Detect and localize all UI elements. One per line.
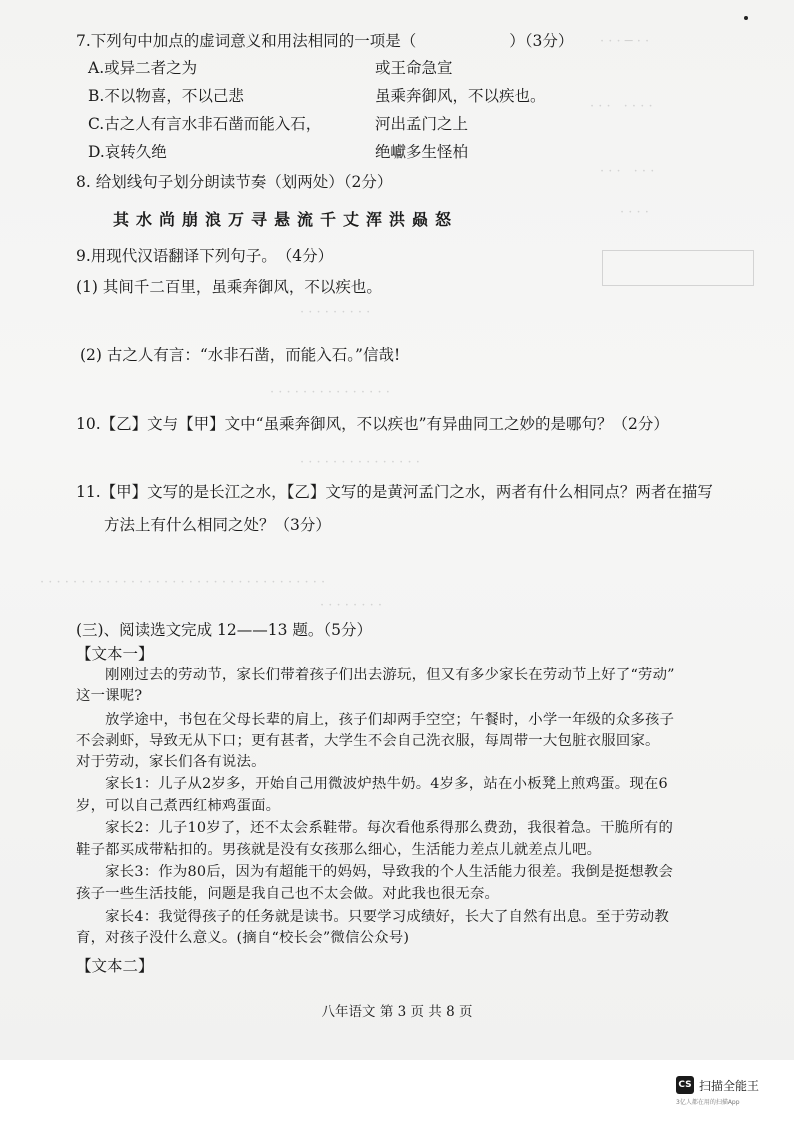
text1-line: 对于劳动，家长们各有说法。	[76, 754, 266, 770]
q7-option-b-left: B.不以物喜，不以己悲	[88, 87, 244, 105]
camscanner-tagline: 3亿人都在用的扫描App	[676, 1099, 740, 1106]
scan-speck	[744, 16, 748, 20]
text1-label: 【文本一】	[76, 645, 154, 663]
text1-line: 育，对孩子没什么意义。(摘自“校长会”微信公众号)	[76, 930, 410, 946]
bleed-through-score-box	[602, 250, 754, 286]
text1-line: 孩子一些生活技能，问题是我自己也不太会做。对此我也很无奈。	[76, 886, 500, 902]
bleed-through-text: · · · ·	[620, 205, 649, 220]
bleed-through-text: · · · · · · ·	[590, 99, 653, 114]
text1-line: 家长4：我觉得孩子的任务就是读书。只要学习成绩好，长大了自然有出息。至于劳动教	[76, 909, 669, 925]
section3-title: (三)、阅读选文完成 12——13 题。（5分）	[76, 621, 373, 639]
text1-line: 家长2：儿子10岁了，还不太会系鞋带。每次看他系得那么费劲，我很着急。干脆所有的	[76, 820, 674, 836]
q7-option-d-left: D.哀转久绝	[88, 143, 167, 161]
text1-line: 家长1：儿子从2岁多，开始自己用微波炉热牛奶。4岁多，站在小板凳上煎鸡蛋。现在6	[76, 776, 668, 792]
q7-stem: 7.下列句中加点的虚词意义和用法相同的一项是（ ）（3分）	[76, 32, 574, 50]
text1-line: 鞋子都买成带粘扣的。男孩就是没有女孩那么细心，生活能力差点儿就差点儿吧。	[76, 842, 602, 858]
bleed-through-text: · · · · · · · · · · · · · · ·	[300, 455, 420, 470]
q9-item-1: (1) 其间千二百里，虽乘奔御风，不以疾也。	[76, 278, 382, 296]
q7-option-c-left: C.古之人有言水非石凿而能入石，	[88, 115, 322, 133]
text1-line: 家长3：作为80后，因为有超能干的妈妈，导致我的个人生活能力很差。我倒是挺想教会	[76, 864, 674, 880]
q8-stem: 8. 给划线句子划分朗读节奏（划两处）（2分）	[76, 173, 393, 191]
q7-option-d-right: 绝巘多生怪柏	[375, 143, 469, 161]
bleed-through-text: · · · · · · · · ·	[300, 305, 371, 320]
bleed-through-text: · · · · · · · ·	[320, 598, 382, 613]
q7-option-c-right: 河出孟门之上	[375, 115, 469, 133]
q7-option-a-left: A.或异二者之为	[88, 59, 198, 77]
camscanner-icon: CS	[676, 1076, 694, 1094]
bleed-through-text: · · · ─ · ·	[600, 34, 650, 49]
bleed-through-text: · · · · · · · · · · · · · · · · · · · · · · · · · · · · · · · · · · ·	[40, 575, 326, 590]
text1-line: 刚刚过去的劳动节，家长们带着孩子们出去游玩，但又有多少家长在劳动节上好了“劳动”	[76, 667, 675, 683]
q7-option-a-right: 或王命急宣	[375, 59, 453, 77]
bleed-through-text: · · · · · ·	[600, 164, 655, 179]
camscanner-name: 扫描全能王	[699, 1078, 760, 1093]
q10-stem: 10.【乙】文与【甲】文中“虽乘奔御风，不以疾也”有异曲同工之妙的是哪句？（2分）	[76, 415, 669, 433]
q11-line-1: 11.【甲】文写的是长江之水，【乙】文写的是黄河孟门之水，两者有什么相同点？两者在描写	[76, 483, 713, 501]
text1-line: 不会剥虾，导致无从下口；更有甚者，大学生不会自己洗衣服，每周带一大包脏衣服回家。	[76, 733, 660, 749]
page-footer: 八年语文 第 3 页 共 8 页	[321, 1004, 473, 1020]
text2-label: 【文本二】	[76, 957, 154, 975]
q7-option-b-right: 虽乘奔御风，不以疾也。	[375, 87, 546, 105]
q11-line-2: 方法上有什么相同之处？（3分）	[104, 516, 331, 534]
camscanner-watermark	[676, 1076, 759, 1094]
text1-line: 放学途中，书包在父母长辈的肩上，孩子们却两手空空；午餐时，小学一年级的众多孩子	[76, 712, 675, 728]
text1-line: 岁，可以自己煮西红柿鸡蛋面。	[76, 798, 281, 814]
q9-item-2: (2) 古之人有言：“水非石凿，而能入石。”信哉!	[80, 346, 401, 364]
bleed-through-text: · · · · · · · · · · · · · · ·	[270, 385, 390, 400]
q9-stem: 9.用现代汉语翻译下列句子。 （4分）	[76, 247, 334, 265]
text1-line: 这一课呢?	[76, 688, 143, 704]
q8-sentence: 其水尚崩浪万寻悬流千丈浑洪赑怒	[113, 210, 459, 229]
